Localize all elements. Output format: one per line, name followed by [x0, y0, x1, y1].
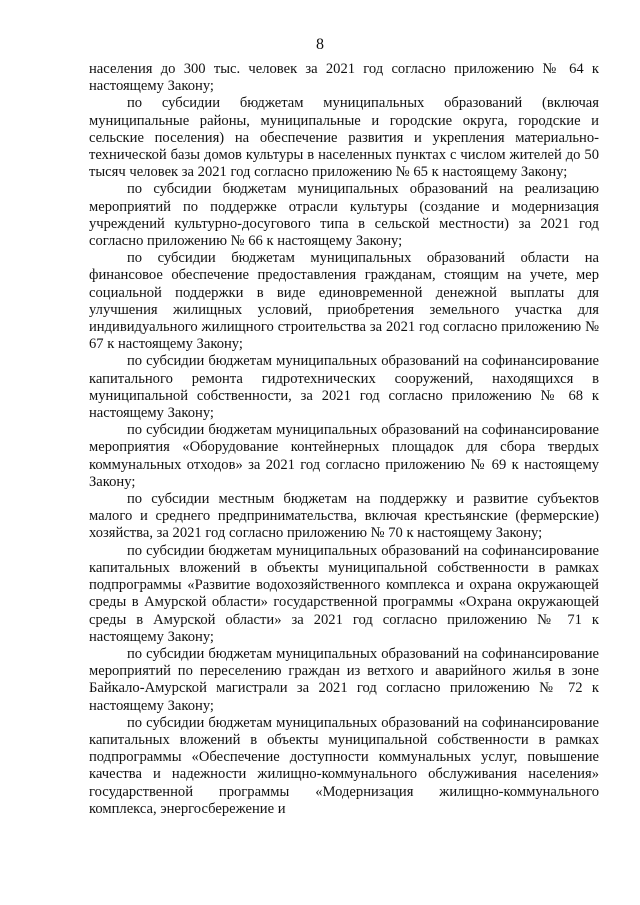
paragraph-6: по субсидии бюджетам муниципальных образований на софинансирование мероприятия «Оборудование контейнерных площадок для сбора твердых коммунальных отходов» за 2021 год согласно приложению № 69 к настоящему Закону; — [89, 422, 599, 490]
body-text — [89, 61, 599, 818]
paragraph-1: населения до 300 тыс. человек за 2021 год согласно приложению № 64 к настоящему Закону; — [89, 61, 599, 95]
paragraph-2: по субсидии бюджетам муниципальных образований (включая муниципальные районы, муниципальные и городские округа, городские и сельские поселения) на обеспечение развития и укрепления материально-технической базы домов культуры в населенных пунктах с числом жителей до 50 тысяч человек за 2021 год согласно приложению № 65 к настоящему Закону; — [89, 95, 599, 181]
paragraph-8: по субсидии бюджетам муниципальных образований на софинансирование капитальных вложений в объекты муниципальной собственности в рамках подпрограммы «Развитие водохозяйственного комплекса и охрана окружающей среды в Амурской области» государственной программы «Охрана окружающей среды в Амурской области» за 2021 год согласно приложению № 71 к настоящему Закону; — [89, 542, 599, 645]
paragraph-5: по субсидии бюджетам муниципальных образований на софинансирование капитального ремонта гидротехнических сооружений, находящихся в муниципальной собственности, за 2021 год согласно приложению № 68 к настоящему Закону; — [89, 353, 599, 422]
paragraph-3: по субсидии бюджетам муниципальных образований на реализацию мероприятий по поддержке отрасли культуры (создание и модернизация учреждений культурно-досугового типа в сельской местности) за 2021 год согласно приложению № 66 к настоящему Закону; — [89, 181, 599, 250]
paragraph-7: по субсидии местным бюджетам на поддержку и развитие субъектов малого и среднего предпринимательства, включая крестьянские (фермерские) хозяйства, за 2021 год согласно приложению № 70 к настоящему Закону; — [89, 491, 599, 542]
paragraph-9: по субсидии бюджетам муниципальных образований на софинансирование мероприятий по переселению граждан из ветхого и аварийного жилья в зоне Байкало-Амурской магистрали за 2021 год согласно приложению № 72 к настоящему Закону; — [89, 645, 599, 714]
page-number: 8 — [316, 36, 324, 53]
paragraph-4: по субсидии бюджетам муниципальных образований области на финансовое обеспечение предоставления гражданам, стоящим на учете, мер социальной поддержки в виде единовременной денежной выплаты для улучшения жилищных условий, приобретения земельного участка для индивидуального жилищного строительства за 2021 год согласно приложению № 67 к настоящему Закону; — [89, 250, 599, 353]
paragraph-10: по субсидии бюджетам муниципальных образований на софинансирование капитальных вложений в объекты муниципальной собственности в рамках подпрограммы «Обеспечение доступности коммунальных услуг, повышение качества и надежности жилищно-коммунального обслуживания населения» государственной программы «Модернизация жилищно-коммунального комплекса, энергосбережение и — [89, 714, 599, 817]
